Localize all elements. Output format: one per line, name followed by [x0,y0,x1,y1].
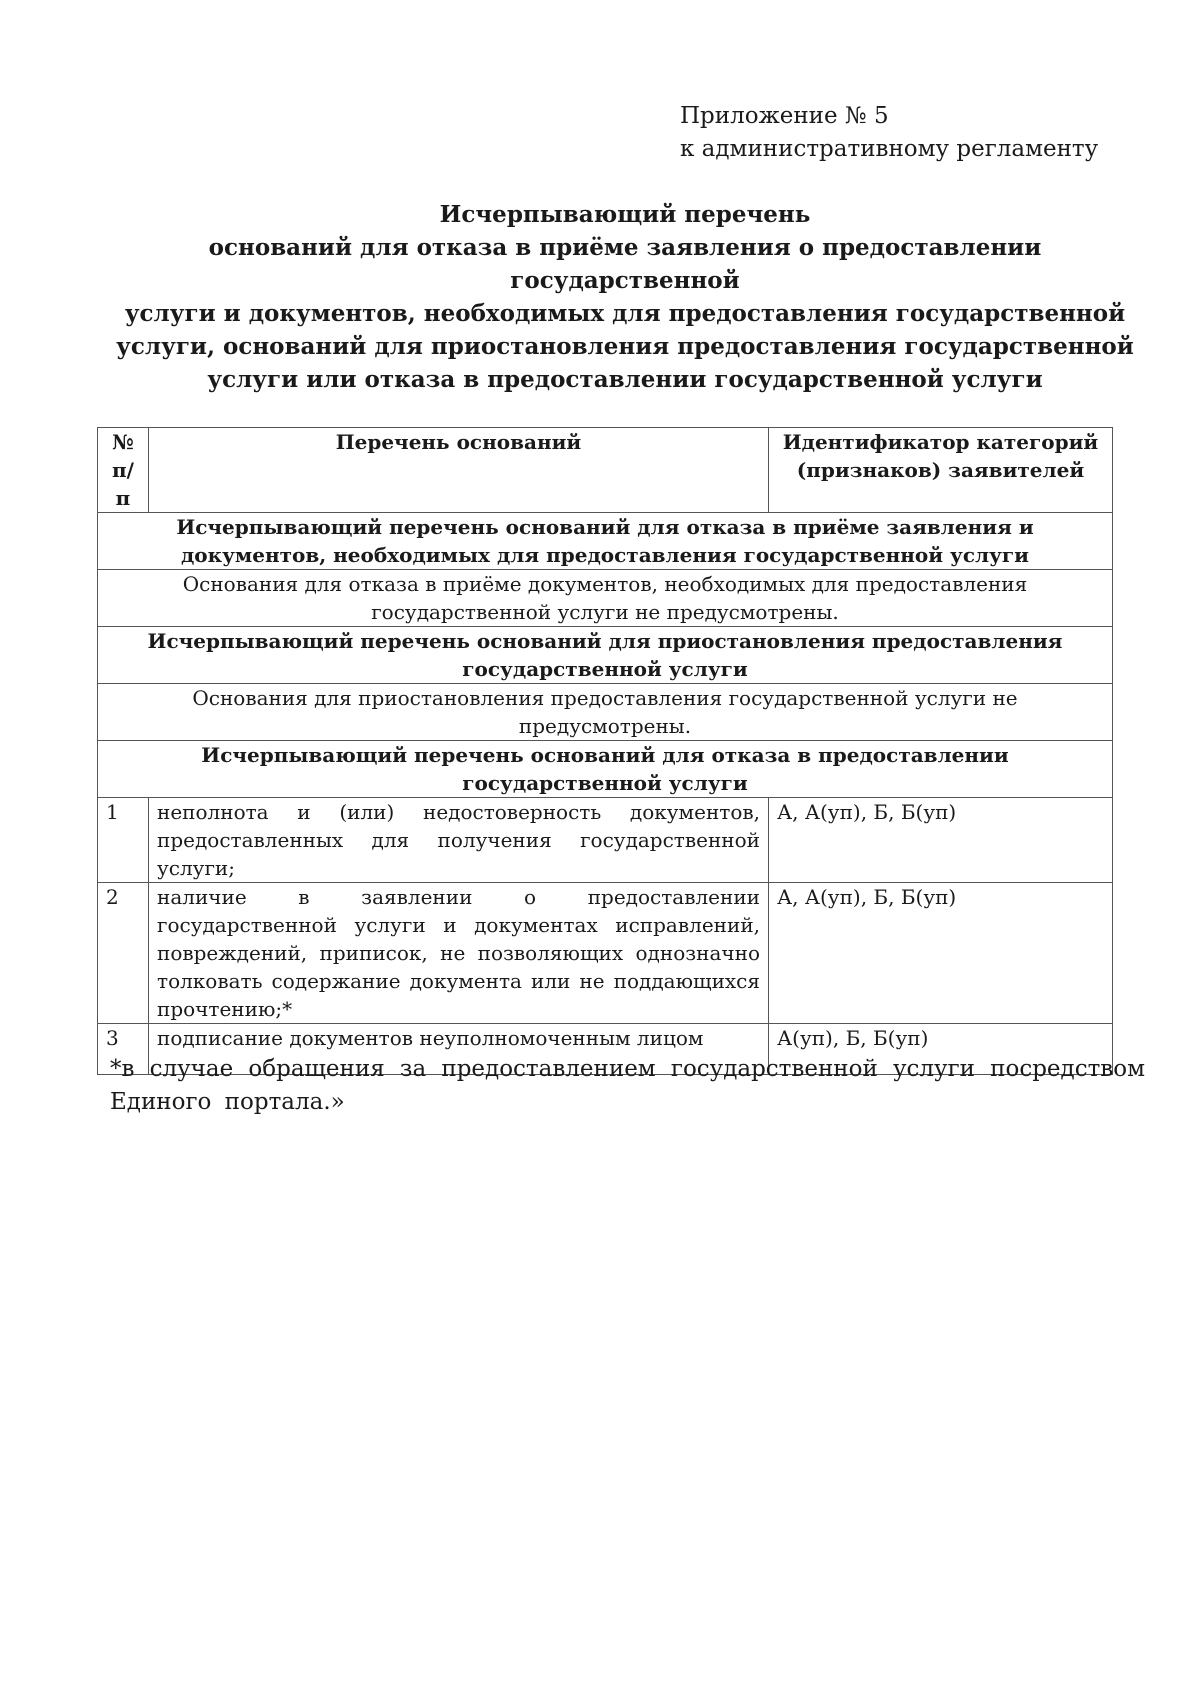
header-applicant-category: Идентификатор категорий (признаков) заявителей [769,428,1113,513]
appendix-reference [680,100,1098,166]
row-applicant-ids: А, А(уп), Б, Б(уп) [769,798,1113,883]
table-row [98,798,1113,883]
header-number: № п/п [98,428,149,513]
row-number: 1 [98,798,149,883]
title-line-4: услуги, оснований для приостановления предоставления государственной [116,333,1134,360]
row-ground-text: неполнота и (или) недостоверность документов, предоставленных для получения государственной услуги; [149,798,769,883]
row-applicant-ids: А, А(уп), Б, Б(уп) [769,883,1113,1024]
row-number: 3 [98,1024,149,1075]
table-row [98,883,1113,1024]
row-number: 2 [98,883,149,1024]
document-title [110,198,1140,396]
section-3-title: Исчерпывающий перечень оснований для отказа в предоставлении государственной услуги [98,741,1113,798]
title-line-5: услуги или отказа в предоставлении государственной услуги [207,366,1043,393]
section-heading-row [98,627,1113,684]
footnote: *в случае обращения за предоставлением государственной услуги посредством Единого портала.» [110,1056,1145,1115]
table-header-row [98,428,1113,513]
title-line-2: оснований для отказа в приёме заявления о предоставлении государственной [208,234,1042,294]
section-1-title: Исчерпывающий перечень оснований для отказа в приёме заявления и документов, необходимых для предоставления государственной услуги [98,513,1113,570]
section-1-text: Основания для отказа в приёме документов, необходимых для предоставления государственной услуги не предусмотрены. [98,570,1113,627]
appendix-regulation: к административному регламенту [680,136,1099,162]
title-line-3: услуги и документов, необходимых для предоставления государственной [124,300,1126,327]
section-heading-row [98,741,1113,798]
section-heading-row [98,513,1113,570]
section-2-title: Исчерпывающий перечень оснований для приостановления предоставления государственной услуги [98,627,1113,684]
header-grounds-list: Перечень оснований [149,428,769,513]
row-ground-text: наличие в заявлении о предоставлении государственной услуги и документах исправлений, повреждений, приписок, не позволяющих однозначно толковать содержание документа или не поддающихся прочтению;* [149,883,769,1024]
section-text-row [98,570,1113,627]
row-ground-text: подписание документов неуполномоченным лицом [149,1024,769,1075]
row-applicant-ids: А(уп), Б, Б(уп) [769,1024,1113,1075]
title-line-1: Исчерпывающий перечень [439,201,811,228]
section-2-text: Основания для приостановления предоставления государственной услуги не предусмотрены. [98,684,1113,741]
appendix-number: Приложение № 5 [680,103,889,129]
section-text-row [98,684,1113,741]
grounds-table [97,427,1113,1075]
